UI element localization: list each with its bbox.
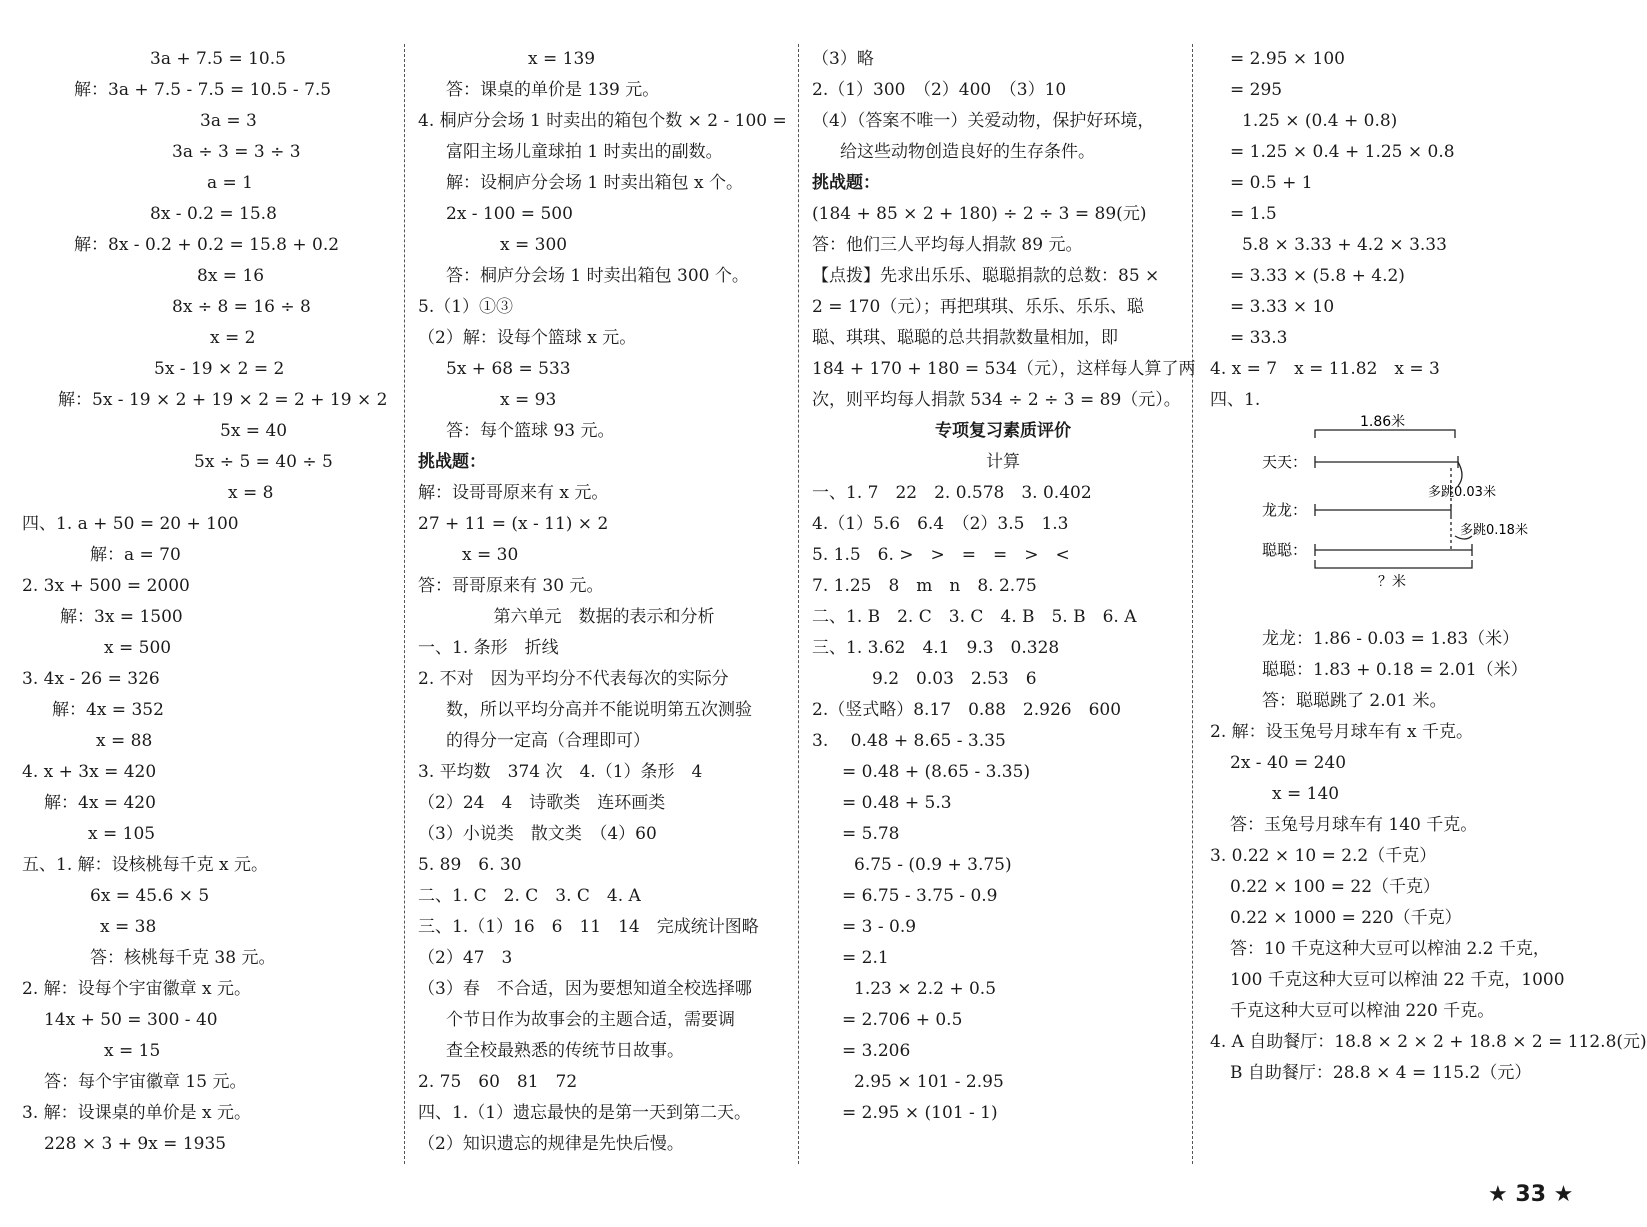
- bottom-brace: [1315, 560, 1472, 568]
- answer-line: = 2.95 × (101 - 1): [842, 1103, 998, 1123]
- name-congcong: 聪聪：: [1262, 541, 1308, 559]
- answer-line: 184 + 170 + 180 = 534（元），这样每人算了两: [812, 359, 1196, 379]
- answer-line: 3. 平均数 374 次 4.（1）条形 4: [418, 762, 703, 782]
- answer-line: 4. 桐庐分会场 1 时卖出的箱包个数 × 2 - 100 =: [418, 111, 787, 131]
- answer-line: = 3 - 0.9: [842, 917, 917, 937]
- answer-line: 答：桐庐分会场 1 时卖出箱包 300 个。: [446, 266, 749, 286]
- answer-line: 4. A 自助餐厅：18.8 × 2 × 2 + 18.8 × 2 = 112.8(元): [1210, 1032, 1647, 1052]
- answer-line: 千克这种大豆可以榨油 220 千克。: [1230, 1001, 1495, 1021]
- answer-line: = 1.25 × 0.4 + 1.25 × 0.8: [1230, 142, 1455, 162]
- answer-line: 富阳主场儿童球拍 1 时卖出的副数。: [446, 142, 723, 162]
- answer-line: 0.22 × 1000 = 220（千克）: [1230, 908, 1462, 928]
- answer-line: 1.25 × (0.4 + 0.8): [1242, 111, 1398, 131]
- answer-column-2: [418, 44, 790, 1160]
- answer-line: 查全校最熟悉的传统节日故事。: [446, 1041, 684, 1061]
- top-length-label: 1.86米: [1360, 414, 1406, 430]
- answer-line: x = 15: [104, 1041, 161, 1061]
- column-divider-1: [404, 44, 405, 1164]
- answer-line: 解：设桐庐分会场 1 时卖出箱包 x 个。: [446, 173, 744, 193]
- answer-line: 3. 4x - 26 = 326: [22, 669, 160, 689]
- answer-line: 2.（竖式略）8.17 0.88 2.926 600: [812, 700, 1122, 720]
- answer-line: 四、1. a + 50 = 20 + 100: [22, 514, 239, 534]
- answer-line: 14x + 50 = 300 - 40: [44, 1010, 218, 1030]
- answer-line: 5. 1.5 6. > > = = > <: [812, 545, 1070, 565]
- answer-line: 2.95 × 101 - 2.95: [854, 1072, 1004, 1092]
- answer-line: 2. 75 60 81 72: [418, 1072, 578, 1092]
- answer-line: 5. 89 6. 30: [418, 855, 522, 875]
- answer-line: 1.23 × 2.2 + 0.5: [854, 979, 997, 999]
- answer-line: 解：设哥哥原来有 x 元。: [418, 483, 609, 503]
- answer-line: 数，所以平均分高并不能说明第五次测验: [446, 700, 752, 720]
- answer-line: x = 500: [104, 638, 172, 658]
- segment-diagram-svg: [1210, 416, 1595, 624]
- answer-line: = 2.95 × 100: [1230, 49, 1345, 69]
- answer-line: （2）24 4 诗歌类 连环画类: [418, 793, 666, 813]
- answer-line: 答：哥哥原来有 30 元。: [418, 576, 604, 596]
- answer-line: （3）小说类 散文类 （4）60: [418, 824, 657, 844]
- answer-line: 计算: [986, 452, 1020, 472]
- answer-line: 三、1.（1）16 6 11 14 完成统计图略: [418, 917, 759, 937]
- answer-line: B 自助餐厅：28.8 × 4 = 115.2（元）: [1230, 1063, 1532, 1083]
- answer-line: x = 139: [528, 49, 596, 69]
- answer-line: = 0.48 + (8.65 - 3.35): [842, 762, 1031, 782]
- answer-column-4-top: [1210, 44, 1595, 416]
- answer-line: 挑战题：: [812, 173, 880, 193]
- answer-line: 二、1. B 2. C 3. C 4. B 5. B 6. A: [812, 607, 1137, 627]
- answer-line: 8x ÷ 8 = 16 ÷ 8: [172, 297, 311, 317]
- answer-line: x = 300: [500, 235, 568, 255]
- answer-line: 3. 解：设课桌的单价是 x 元。: [22, 1103, 252, 1123]
- answer-line: 解：4x = 352: [52, 700, 164, 720]
- answer-line: （4）（答案不唯一）关爱动物，保护好环境，: [812, 111, 1155, 131]
- answer-line: 三、1. 3.62 4.1 9.3 0.328: [812, 638, 1060, 658]
- answer-line: 龙龙：1.86 - 0.03 = 1.83（米）: [1262, 629, 1520, 649]
- answer-line: 228 × 3 + 9x = 1935: [44, 1134, 227, 1154]
- answer-line: 第六单元 数据的表示和分析: [493, 607, 715, 627]
- answer-line: 解：8x - 0.2 + 0.2 = 15.8 + 0.2: [74, 235, 340, 255]
- line-segment-diagram: [1210, 416, 1595, 624]
- answer-line: 一、1. 条形 折线: [418, 638, 559, 658]
- answer-line: 给这些动物创造良好的生存条件。: [840, 142, 1095, 162]
- answer-line: 专项复习素质评价: [935, 421, 1071, 441]
- answer-line: 解：a = 70: [90, 545, 181, 565]
- answer-line: 个节日作为故事会的主题合适，需要调: [446, 1010, 735, 1030]
- page-number: ★ 33 ★: [1488, 1182, 1574, 1207]
- answer-line: 3. 0.22 × 10 = 2.2（千克）: [1210, 846, 1437, 866]
- answer-line: 答：课桌的单价是 139 元。: [446, 80, 660, 100]
- answer-line: = 33.3: [1230, 328, 1288, 348]
- answer-line: 挑战题：: [418, 452, 486, 472]
- answer-line: = 0.48 + 5.3: [842, 793, 952, 813]
- answer-line: 4. x + 3x = 420: [22, 762, 157, 782]
- answer-line: 0.22 × 100 = 22（千克）: [1230, 877, 1441, 897]
- answer-line: 五、1. 解：设核桃每千克 x 元。: [22, 855, 269, 875]
- answer-line: = 6.75 - 3.75 - 0.9: [842, 886, 998, 906]
- answer-line: 5x - 19 × 2 = 2: [154, 359, 285, 379]
- answer-line: 5.8 × 3.33 + 4.2 × 3.33: [1242, 235, 1447, 255]
- answer-line: 解：3x = 1500: [60, 607, 183, 627]
- answer-line: 【点拨】先求出乐乐、聪聪捐款的总数：85 ×: [812, 266, 1160, 286]
- answer-line: = 3.33 × 10: [1230, 297, 1335, 317]
- answer-line: 2. 不对 因为平均分不代表每次的实际分: [418, 669, 729, 689]
- answer-line: 8x - 0.2 = 15.8: [150, 204, 277, 224]
- more-label: 多跳0.18米: [1460, 523, 1528, 538]
- answer-line: （2）解：设每个篮球 x 元。: [418, 328, 637, 348]
- answer-line: 解：3a + 7.5 - 7.5 = 10.5 - 7.5: [74, 80, 332, 100]
- answer-line: 7. 1.25 8 m n 8. 2.75: [812, 576, 1037, 596]
- answer-line: 答：每个篮球 93 元。: [446, 421, 615, 441]
- answer-line: 5.（1）①③: [418, 297, 514, 317]
- answer-line: 聪、琪琪、聪聪的总共捐款数量相加，即: [812, 328, 1118, 348]
- answer-line: 100 千克这种大豆可以榨油 22 千克，1000: [1230, 970, 1565, 990]
- answer-line: 6.75 - (0.9 + 3.75): [854, 855, 1012, 875]
- answer-line: 答：玉兔号月球车有 140 千克。: [1230, 815, 1478, 835]
- answer-line: (184 + 85 × 2 + 180) ÷ 2 ÷ 3 = 89(元): [812, 204, 1147, 224]
- answer-line: 8x = 16: [197, 266, 265, 286]
- answer-line: x = 93: [500, 390, 557, 410]
- answer-line: 答：聪聪跳了 2.01 米。: [1262, 691, 1447, 711]
- answer-column-3: [812, 44, 1194, 1129]
- answer-line: x = 88: [96, 731, 153, 751]
- answer-line: 2 = 170（元）；再把琪琪、乐乐、乐乐、聪: [812, 297, 1144, 317]
- column-divider-2: [798, 44, 799, 1164]
- answer-column-4-bottom: [1210, 624, 1647, 1089]
- answer-line: 聪聪：1.83 + 0.18 = 2.01（米）: [1262, 660, 1528, 680]
- answer-line: 3a ÷ 3 = 3 ÷ 3: [172, 142, 301, 162]
- answer-line: x = 8: [228, 483, 274, 503]
- answer-line: = 2.1: [842, 948, 889, 968]
- answer-line: x = 38: [100, 917, 157, 937]
- answer-line: 解：4x = 420: [44, 793, 156, 813]
- answer-line: 解：5x - 19 × 2 + 19 × 2 = 2 + 19 × 2: [58, 390, 388, 410]
- answer-line: x = 30: [462, 545, 519, 565]
- answer-line: = 5.78: [842, 824, 900, 844]
- answer-line: 次，则平均每人捐款 534 ÷ 2 ÷ 3 = 89（元）。: [812, 390, 1181, 410]
- answer-line: （2）47 3: [418, 948, 513, 968]
- answer-line: 2.（1）300 （2）400 （3）10: [812, 80, 1067, 100]
- answer-column-1: [22, 44, 397, 1160]
- answer-line: 6x = 45.6 × 5: [90, 886, 210, 906]
- answer-line: = 3.33 × (5.8 + 4.2): [1230, 266, 1405, 286]
- answer-line: 答：核桃每千克 38 元。: [90, 948, 276, 968]
- answer-line: 四、1.: [1210, 390, 1261, 410]
- name-longlong: 龙龙：: [1262, 501, 1308, 519]
- answer-line: x = 105: [88, 824, 156, 844]
- answer-line: 二、1. C 2. C 3. C 4. A: [418, 886, 641, 906]
- answer-line: 4.（1）5.6 6.4 （2）3.5 1.3: [812, 514, 1069, 534]
- answer-line: （3）春 不合适，因为要想知道全校选择哪: [418, 979, 752, 999]
- bottom-length-label: ？米: [1378, 574, 1406, 590]
- less-label: 多跳0.03米: [1428, 485, 1496, 500]
- answer-line: 5x ÷ 5 = 40 ÷ 5: [194, 452, 333, 472]
- answer-line: = 1.5: [1230, 204, 1277, 224]
- answer-line: 2. 解：设玉兔号月球车有 x 千克。: [1210, 722, 1474, 742]
- answer-line: 2x - 40 = 240: [1230, 753, 1347, 773]
- answer-line: 2. 解：设每个宇宙徽章 x 元。: [22, 979, 252, 999]
- answer-line: 的得分一定高（合理即可）: [446, 731, 650, 751]
- answer-line: 27 + 11 = (x - 11) × 2: [418, 514, 609, 534]
- answer-line: x = 140: [1272, 784, 1340, 804]
- answer-column-4: [1210, 44, 1647, 1089]
- answer-line: = 295: [1230, 80, 1283, 100]
- answer-line: = 3.206: [842, 1041, 911, 1061]
- answer-line: = 2.706 + 0.5: [842, 1010, 963, 1030]
- answer-line: 四、1.（1）遗忘最快的是第一天到第二天。: [418, 1103, 752, 1123]
- answer-line: 答：每个宇宙徽章 15 元。: [44, 1072, 247, 1092]
- answer-line: x = 2: [210, 328, 256, 348]
- name-tiantian: 天天：: [1262, 453, 1308, 471]
- answer-line: 5x + 68 = 533: [446, 359, 571, 379]
- answer-line: a = 1: [207, 173, 254, 193]
- answer-line: 3a + 7.5 = 10.5: [150, 49, 286, 69]
- answer-line: 答：他们三人平均每人捐款 89 元。: [812, 235, 1083, 255]
- answer-line: 2x - 100 = 500: [446, 204, 573, 224]
- answer-line: （2）知识遗忘的规律是先快后慢。: [418, 1134, 684, 1154]
- answer-line: 3a = 3: [200, 111, 257, 131]
- answer-line: 答：10 千克这种大豆可以榨油 2.2 千克，: [1230, 939, 1550, 959]
- answer-line: 4. x = 7 x = 11.82 x = 3: [1210, 359, 1440, 379]
- answer-line: = 0.5 + 1: [1230, 173, 1313, 193]
- answer-line: 一、1. 7 22 2. 0.578 3. 0.402: [812, 483, 1092, 503]
- answer-line: （3）略: [812, 49, 874, 69]
- answer-line: 5x = 40: [220, 421, 288, 441]
- answer-line: 2. 3x + 500 = 2000: [22, 576, 190, 596]
- answer-line: 3. 0.48 + 8.65 - 3.35: [812, 731, 1006, 751]
- top-brace: [1315, 430, 1455, 438]
- answer-line: 9.2 0.03 2.53 6: [872, 669, 1037, 689]
